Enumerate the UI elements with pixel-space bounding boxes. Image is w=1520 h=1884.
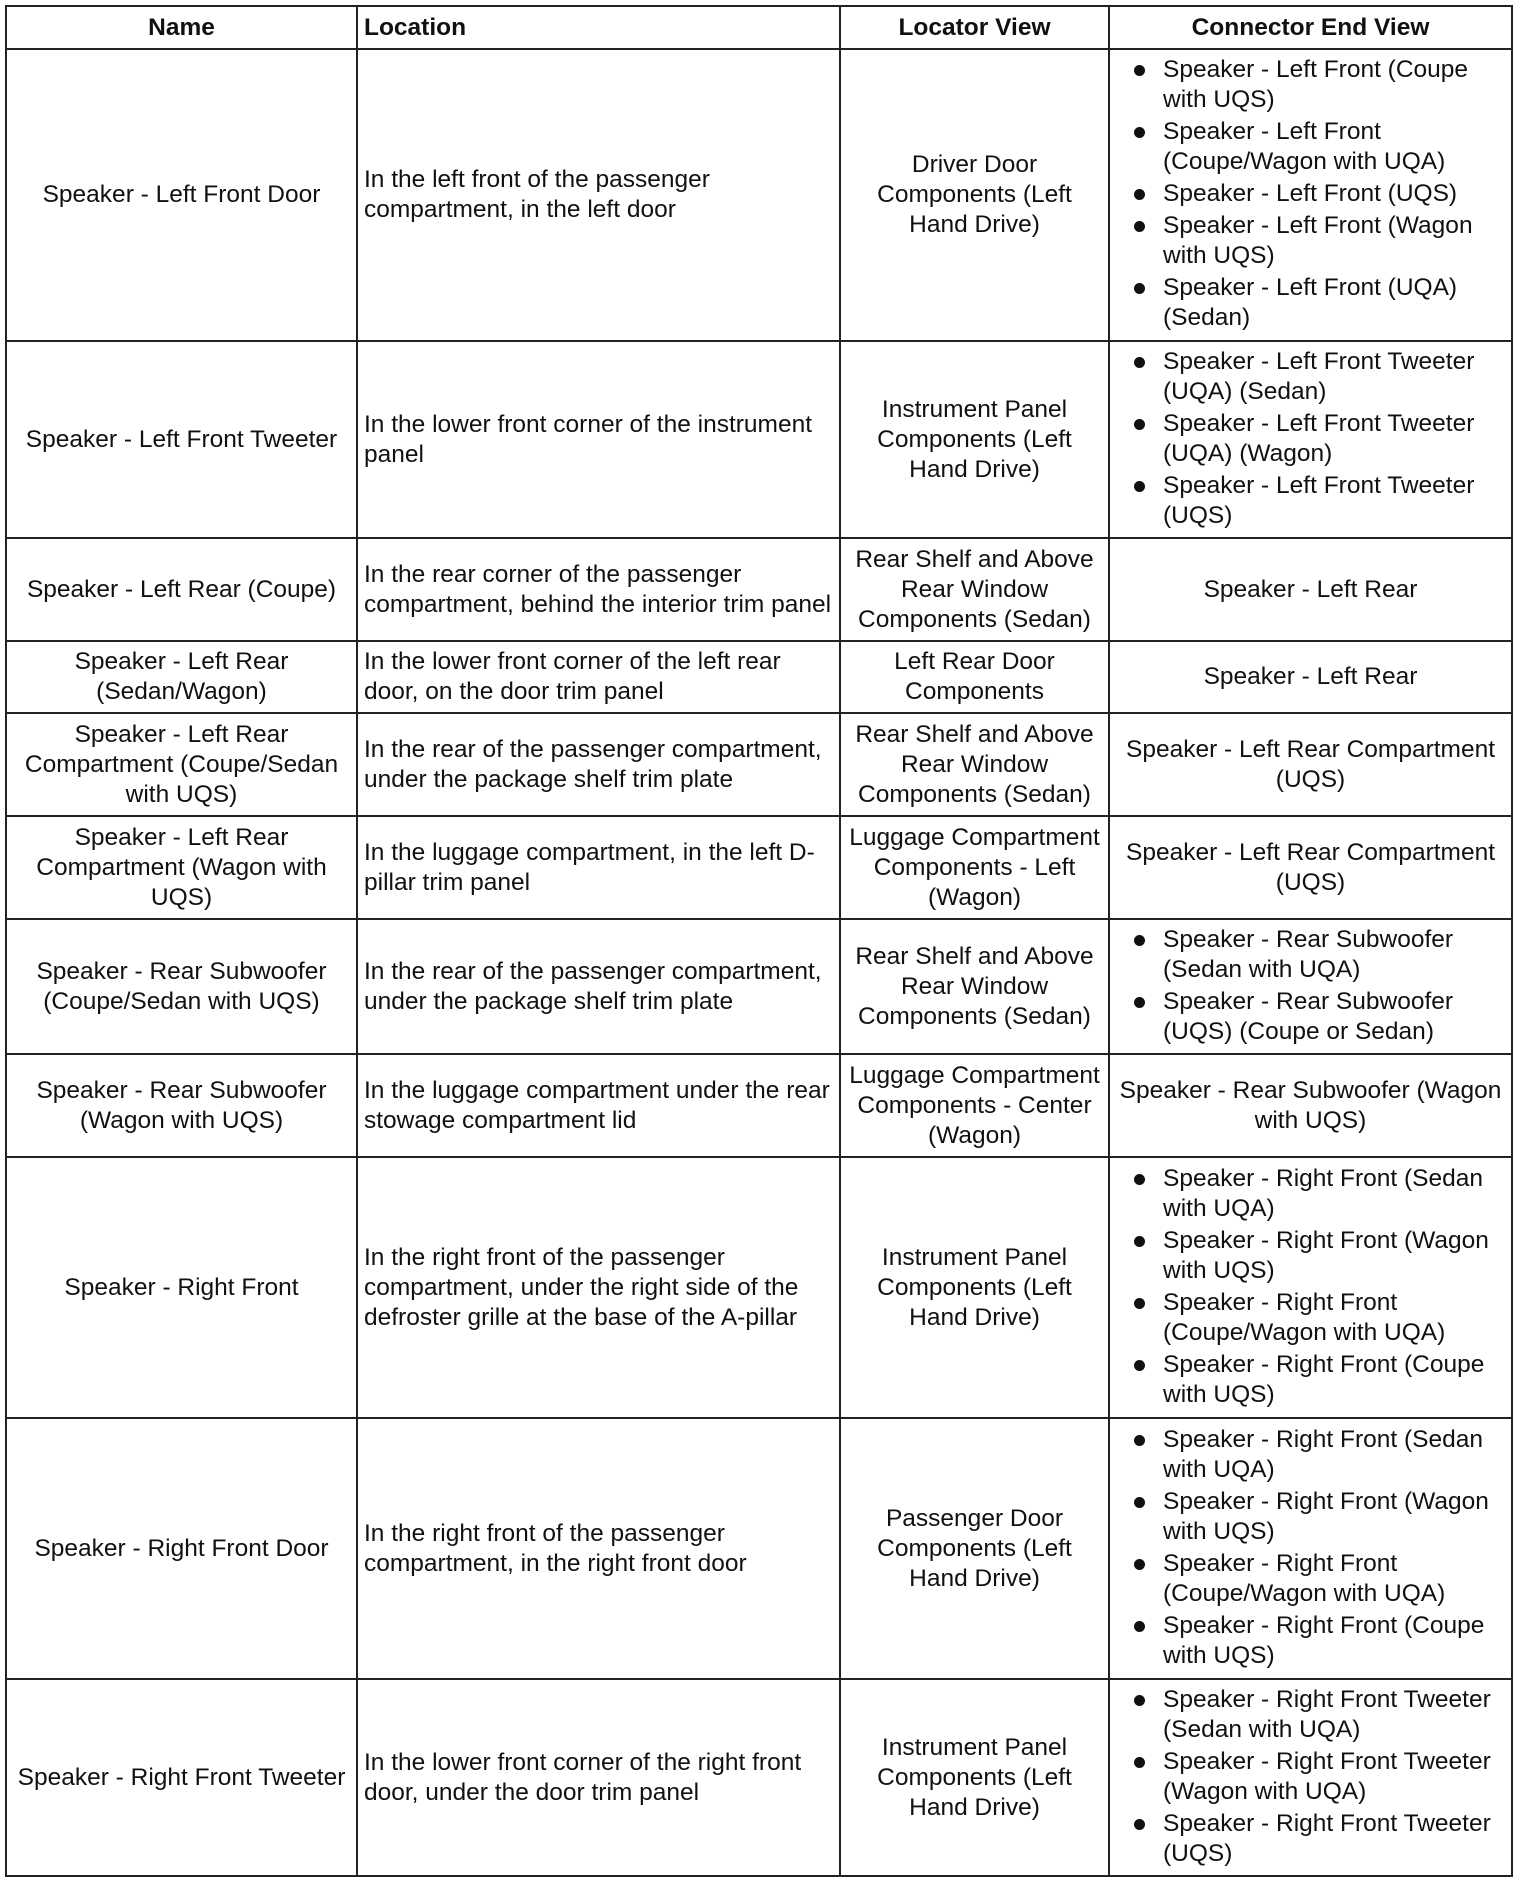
row-location: In the rear of the passenger compartment, under the package shelf trim plate [357,919,840,1054]
row-connector-end-view: Speaker - Left Rear [1109,538,1512,641]
row-locator-view: Passenger Door Components (Left Hand Drive) [840,1418,1109,1679]
bullet-icon [1134,1298,1145,1309]
connector-list [1120,347,1507,531]
bullet-icon [1134,997,1145,1008]
row-connector-end-view [1109,341,1512,538]
bullet-icon [1134,65,1145,76]
row-connector-end-view: Speaker - Left Rear Compartment (UQS) [1109,816,1512,919]
header-row [6,6,1512,49]
row-location: In the right front of the passenger compartment, in the right front door [357,1418,840,1679]
row-name: Speaker - Right Front [6,1157,357,1418]
row-location: In the lower front corner of the instrument panel [357,341,840,538]
header-location: Location [357,6,840,49]
bullet-icon [1134,1819,1145,1830]
row-name: Speaker - Right Front Tweeter [6,1679,357,1876]
row-locator-view: Instrument Panel Components (Left Hand Drive) [840,341,1109,538]
bullet-icon [1134,221,1145,232]
header-connector-end-view: Connector End View [1109,6,1512,49]
row-location: In the rear of the passenger compartment, under the package shelf trim plate [357,713,840,816]
connector-list [1120,1164,1507,1410]
row-locator-view: Left Rear Door Components [840,641,1109,713]
row-connector-end-view [1109,919,1512,1054]
row-location: In the luggage compartment, in the left D-pillar trim panel [357,816,840,919]
bullet-icon [1134,1559,1145,1570]
connector-list [1120,925,1507,1047]
connector-item: Speaker - Left Front (Coupe/Wagon with UQA) [1120,117,1507,177]
connector-item: Speaker - Left Front (UQA) (Sedan) [1120,273,1507,333]
connector-item: Speaker - Right Front (Coupe/Wagon with UQA) [1120,1288,1507,1348]
bullet-icon [1134,481,1145,492]
table-row [6,641,1512,713]
bullet-icon [1134,1621,1145,1632]
connector-item: Speaker - Right Front (Sedan with UQA) [1120,1425,1507,1485]
connector-item: Speaker - Right Front Tweeter (Sedan with UQA) [1120,1685,1507,1745]
table-row [6,341,1512,538]
connector-list [1120,1685,1507,1869]
row-locator-view: Instrument Panel Components (Left Hand Drive) [840,1157,1109,1418]
bullet-icon [1134,1236,1145,1247]
row-locator-view: Driver Door Components (Left Hand Drive) [840,49,1109,341]
bullet-icon [1134,357,1145,368]
row-name: Speaker - Left Front Tweeter [6,341,357,538]
row-name: Speaker - Rear Subwoofer (Coupe/Sedan with UQS) [6,919,357,1054]
bullet-icon [1134,1757,1145,1768]
connector-item: Speaker - Rear Subwoofer (UQS) (Coupe or Sedan) [1120,987,1507,1047]
bullet-icon [1134,283,1145,294]
row-location: In the luggage compartment under the rear stowage compartment lid [357,1054,840,1157]
table-row [6,713,1512,816]
table-row [6,538,1512,641]
bullet-icon [1134,189,1145,200]
row-name: Speaker - Left Rear Compartment (Coupe/Sedan with UQS) [6,713,357,816]
bullet-icon [1134,419,1145,430]
connector-item: Speaker - Right Front (Wagon with UQS) [1120,1487,1507,1547]
table-row [6,919,1512,1054]
row-connector-end-view [1109,1679,1512,1876]
row-name: Speaker - Right Front Door [6,1418,357,1679]
connector-item: Speaker - Left Front (Coupe with UQS) [1120,55,1507,115]
table-row [6,816,1512,919]
row-locator-view: Instrument Panel Components (Left Hand Drive) [840,1679,1109,1876]
connector-item: Speaker - Right Front Tweeter (Wagon with UQA) [1120,1747,1507,1807]
row-name: Speaker - Left Rear (Sedan/Wagon) [6,641,357,713]
header-locator-view: Locator View [840,6,1109,49]
bullet-icon [1134,1174,1145,1185]
row-name: Speaker - Left Rear Compartment (Wagon with UQS) [6,816,357,919]
connector-item: Speaker - Left Front (Wagon with UQS) [1120,211,1507,271]
row-location: In the right front of the passenger compartment, under the right side of the defroster grille at the base of the A-pillar [357,1157,840,1418]
table-row [6,49,1512,341]
row-name: Speaker - Rear Subwoofer (Wagon with UQS) [6,1054,357,1157]
bullet-icon [1134,1360,1145,1371]
connector-item: Speaker - Left Front Tweeter (UQA) (Wagon) [1120,409,1507,469]
row-location: In the left front of the passenger compartment, in the left door [357,49,840,341]
table-row [6,1054,1512,1157]
connector-item: Speaker - Rear Subwoofer (Sedan with UQA) [1120,925,1507,985]
bullet-icon [1134,127,1145,138]
connector-item: Speaker - Right Front (Coupe with UQS) [1120,1350,1507,1410]
connector-list [1120,1425,1507,1671]
bullet-icon [1134,1497,1145,1508]
connector-item: Speaker - Left Front Tweeter (UQA) (Sedan) [1120,347,1507,407]
bullet-icon [1134,1435,1145,1446]
connector-item: Speaker - Left Front (UQS) [1120,179,1507,209]
table-row [6,1157,1512,1418]
connector-table [5,5,1513,1877]
connector-item: Speaker - Left Front Tweeter (UQS) [1120,471,1507,531]
row-name: Speaker - Left Rear (Coupe) [6,538,357,641]
connector-item: Speaker - Right Front (Wagon with UQS) [1120,1226,1507,1286]
row-connector-end-view [1109,49,1512,341]
row-locator-view: Rear Shelf and Above Rear Window Components (Sedan) [840,538,1109,641]
row-locator-view: Luggage Compartment Components - Center (Wagon) [840,1054,1109,1157]
row-connector-end-view: Speaker - Rear Subwoofer (Wagon with UQS) [1109,1054,1512,1157]
row-location: In the rear corner of the passenger compartment, behind the interior trim panel [357,538,840,641]
connector-item: Speaker - Right Front (Sedan with UQA) [1120,1164,1507,1224]
row-locator-view: Luggage Compartment Components - Left (Wagon) [840,816,1109,919]
row-connector-end-view [1109,1418,1512,1679]
row-connector-end-view: Speaker - Left Rear Compartment (UQS) [1109,713,1512,816]
row-connector-end-view [1109,1157,1512,1418]
connector-list [1120,55,1507,333]
connector-item: Speaker - Right Front (Coupe with UQS) [1120,1611,1507,1671]
header-name: Name [6,6,357,49]
table-row [6,1418,1512,1679]
row-locator-view: Rear Shelf and Above Rear Window Components (Sedan) [840,919,1109,1054]
row-location: In the lower front corner of the right front door, under the door trim panel [357,1679,840,1876]
connector-item: Speaker - Right Front Tweeter (UQS) [1120,1809,1507,1869]
table-body [6,49,1512,1876]
table-row [6,1679,1512,1876]
connector-item: Speaker - Right Front (Coupe/Wagon with UQA) [1120,1549,1507,1609]
row-name: Speaker - Left Front Door [6,49,357,341]
row-connector-end-view: Speaker - Left Rear [1109,641,1512,713]
bullet-icon [1134,1695,1145,1706]
bullet-icon [1134,935,1145,946]
row-locator-view: Rear Shelf and Above Rear Window Components (Sedan) [840,713,1109,816]
row-location: In the lower front corner of the left rear door, on the door trim panel [357,641,840,713]
